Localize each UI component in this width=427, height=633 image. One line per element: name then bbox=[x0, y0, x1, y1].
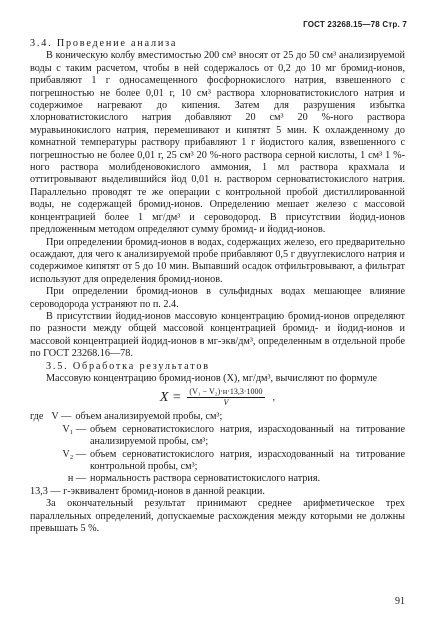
formula bbox=[30, 387, 405, 408]
definition-symbol: V₂ — bbox=[62, 448, 86, 460]
formula-lhs: X = bbox=[159, 389, 182, 405]
section-3-4-heading: 3.4. Проведение анализа bbox=[30, 38, 178, 49]
paragraph-iodide: В присутствии йодид-ионов массовую концентрацию бромид-ионов определяют по разности между общей массовой концентрацией бромид- и йодид-ионов и массовой концентрацией йодид-ионов в мг-экв/дм³, определенным в отдельной пробе по ГОСТ 23268.16—78. bbox=[30, 310, 405, 360]
paragraph-procedure: В коническую колбу вместимостью 200 см³ вносят от 25 до 50 см³ анализируемой воды с таким расчетом, чтобы в ней содержалось от 0,2 до 10 мг бромид-ионов, прибавляют 1 г односамещенного фосфорнокислого натрия, взвешенного с погрешностью не более 0,01 г, 10 см³ раствора хлорноватистокислого натрия и содержимое нагревают до кипения. Затем для разрушения избытка хлорноватистокислого натрия добавляют 20 см³ 20 %-ного раствора муравьинокислого натрия, перемешивают и кипятят 5 мин. К охлажденному до комнатной температуры раствору прибавляют 1 г йодистого калия, взвешенного с погрешностью не более 0,01 г, 25 см³ 20 %-ного раствора серной кислоты, 1 см³ 1 %-ного раствора молибденовокислого аммония, 1 мл раствора крахмала и оттитровывают выделившийся йод 0,01 н. раствором серноватистокислого натрия. Параллельно проводят те же операции с контрольной пробой дистиллированной воды, не содержащей бромид-ионов. Определению мешает железо с массовой концентрацией более 1 мг/дм³ и сероводород. В присутствии йодид-ионов предложенным методом определяют сумму бромид- и йодид-ионов. bbox=[30, 50, 405, 236]
formula-fraction bbox=[187, 387, 264, 408]
definition-symbol: V₁ — bbox=[62, 423, 86, 435]
paragraph-final-result: За окончательный результат принимают среднее арифметическое трех параллельных определений, допускаемые расхождения между которыми не должны превышать 5 %. bbox=[30, 498, 405, 535]
paragraph-iron: При определении бромид-ионов в водах, содержащих железо, его предварительно осаждают, для чего к анализируемой пробе прибавляют 0,5 г двууглекислого натрия и содержимое кипятят от 5 до 10 мин. Выпавший осадок отфильтровывают, а фильтрат используют для определения бромид-ионов. bbox=[30, 236, 405, 285]
definition-text: объем серноватистокислого натрия, израсходованный на титрование анализируемой пробы, см³; bbox=[90, 423, 405, 448]
section-3-5-heading: 3.5. Обработка результатов bbox=[46, 360, 210, 372]
equivalent-note: 13,3 — г-эквивалент бромид-ионов в данной реакции. bbox=[30, 485, 265, 497]
formula-tail: , bbox=[272, 391, 276, 403]
definition-item bbox=[30, 473, 405, 485]
definition-item bbox=[30, 449, 405, 474]
where-label: где bbox=[30, 411, 44, 423]
definition-text: объем анализируемой пробы, см³; bbox=[75, 411, 223, 423]
formula-numerator: (V₁ − V₂)·н·13,3·1000 bbox=[189, 387, 263, 397]
definition-text: объем серноватистокислого натрия, израсходованный на титрование контрольной пробы, см³; bbox=[90, 448, 405, 472]
paragraph-sulfide: При определении бромид-ионов в сульфидных водах мешающее влияние сероводорода устраняют по п. 2.4. bbox=[30, 286, 405, 310]
definition-symbol: н — bbox=[67, 473, 86, 485]
page-header: ГОСТ 23268.15—78 Стр. 7 bbox=[303, 20, 407, 29]
definition-item bbox=[30, 424, 405, 449]
formula-denominator: V bbox=[223, 398, 229, 408]
page-number: 91 bbox=[395, 596, 405, 607]
definition-text: нормальность раствора серноватистокислого натрия. bbox=[90, 473, 321, 485]
definition-symbol: V — bbox=[51, 411, 72, 423]
definitions-list bbox=[30, 411, 405, 485]
definition-item bbox=[30, 411, 405, 423]
paragraph-formula-intro: Массовую концентрацию бромид-ионов (X), мг/дм³, вычисляют по формуле bbox=[46, 372, 378, 384]
document-body bbox=[30, 38, 405, 535]
